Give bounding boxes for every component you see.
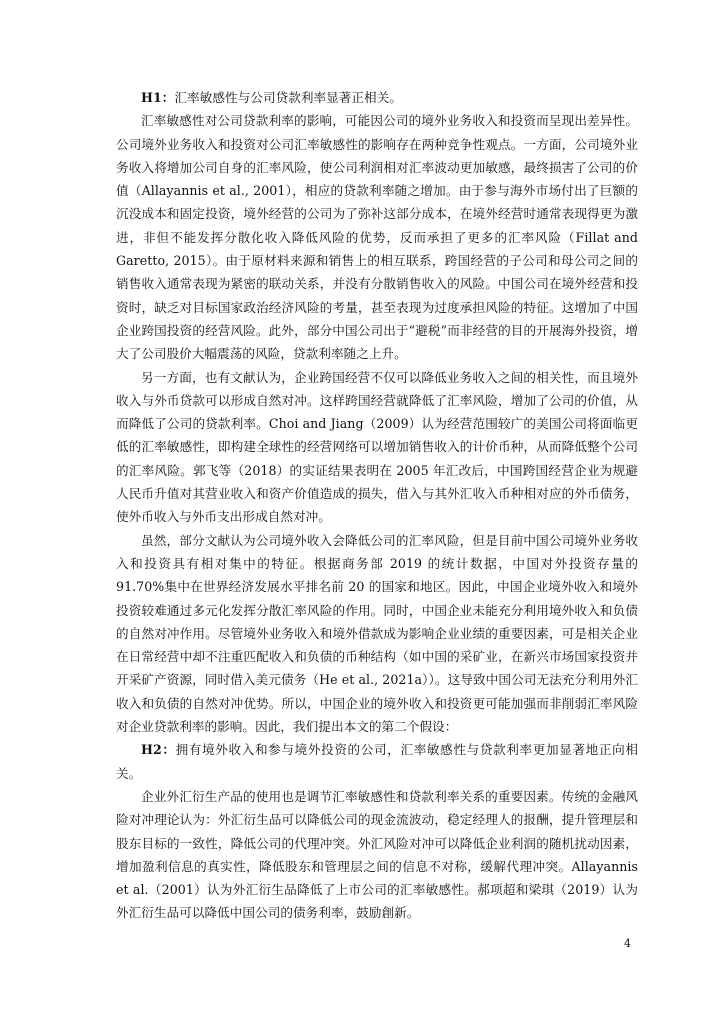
document-body — [116, 86, 638, 925]
paragraph-exposure-mechanism: 汇率敏感性对公司贷款利率的影响，可能因公司的境外业务收入和投资而呈现出差异性。公司境外业务收入和投资对公司汇率敏感性的影响存在两种竞争性观点。一方面，公司境外业务收入将增加公司自身的汇率风险，使公司利润相对汇率波动更加敏感，最终损害了公司的价值（Allayannis et al., 2001），相应的贷款利率随之增加。由于参与海外市场付出了巨额的沉没成本和固定投资，境外经营的公司为了弥补这部分成本，在境外经营时通常表现得更为激进，非但不能发挥分散化收入降低风险的优势，反而承担了更多的汇率风险（Fillat and Garetto, 2015）。由于原材料来源和销售上的相互联系，跨国经营的子公司和母公司之间的销售收入通常表现为紧密的联动关系，并没有分散销售收入的风险。中国公司在境外经营和投资时，缺乏对目标国家政治经济风险的考量，甚至表现为过度承担风险的特征。这增加了中国企业跨国投资的经营风险。此外，部分中国公司出于“避税”而非经营的目的开展海外投资，增大了公司股价大幅震荡的风险，贷款利率随之上升。 — [116, 113, 638, 362]
hypothesis-2 — [116, 738, 638, 785]
hypothesis-2-text: 拥有境外收入和参与境外投资的公司，汇率敏感性与贷款利率更加显著地正向相关。 — [116, 742, 639, 781]
hypothesis-1-label: H1： — [141, 90, 175, 105]
hypothesis-1 — [116, 86, 638, 109]
paragraph-natural-hedge: 另一方面，也有文献认为，企业跨国经营不仅可以降低业务收入之间的相关性，而且境外收入与外币贷款可以形成自然对冲。这样跨国经营就降低了汇率风险，增加了公司的价值，从而降低了公司的贷款利率。Choi and Jiang（2009）认为经营范围较广的美国公司将面临更低的汇率敏感性，即构建全球性的经营网络可以增加销售收入的计价币种，从而降低整个公司的汇率风险。郭飞等（2018）的实证结果表明在 2005 年汇改后，中国跨国经营企业为规避人民币升值对其营业收入和资产价值造成的损失，借入与其外汇收入币种相对应的外币债务，使外币收入与外币支出形成自然对冲。 — [116, 369, 638, 525]
hypothesis-1-text: 汇率敏感性与公司贷款利率显著正相关。 — [174, 90, 402, 105]
paragraph-concentration: 虽然，部分文献认为公司境外收入会降低公司的汇率风险，但是目前中国公司境外业务收入和投资具有相对集中的特征。根据商务部 2019 的统计数据，中国对外投资存量的 91.70%集中在世界经济发展水平排名前 20 的国家和地区。因此，中国企业境外收入和境外投资较难通过多元化发挥分散汇率风险的作用。同时，中国企业未能充分利用境外收入和负债的自然对冲作用。尽管境外业务收入和境外借款成为影响企业业绩的重要因素，可是相关企业在日常经营中却不注重匹配收入和负债的币种结构（如中国的采矿业，在新兴市场国家投资并开采矿产资源，同时借入美元债务（He et al., 2021a））。这导致中国公司无法充分利用外汇收入和负债的自然对冲优势。所以，中国企业的境外收入和投资更可能加强而非削弱汇率风险对企业贷款利率的影响。因此，我们提出本文的第二个假设： — [116, 532, 638, 735]
paragraph-derivatives: 企业外汇衍生产品的使用也是调节汇率敏感性和贷款利率关系的重要因素。传统的金融风险对冲理论认为：外汇衍生品可以降低公司的现金流波动，稳定经理人的报酬，提升管理层和股东目标的一致性，降低公司的代理冲突。外汇风险对冲可以降低企业利润的随机扰动因素，增加盈利信息的真实性，降低股东和管理层之间的信息不对称，缓解代理冲突。Allayannis et al.（2001）认为外汇衍生品降低了上市公司的汇率敏感性。郝项超和梁琪（2019）认为外汇衍生品可以降低中国公司的债务利率，鼓励創新。 — [116, 788, 638, 921]
page-number: 4 — [624, 937, 631, 950]
hypothesis-2-label: H2： — [141, 742, 176, 758]
